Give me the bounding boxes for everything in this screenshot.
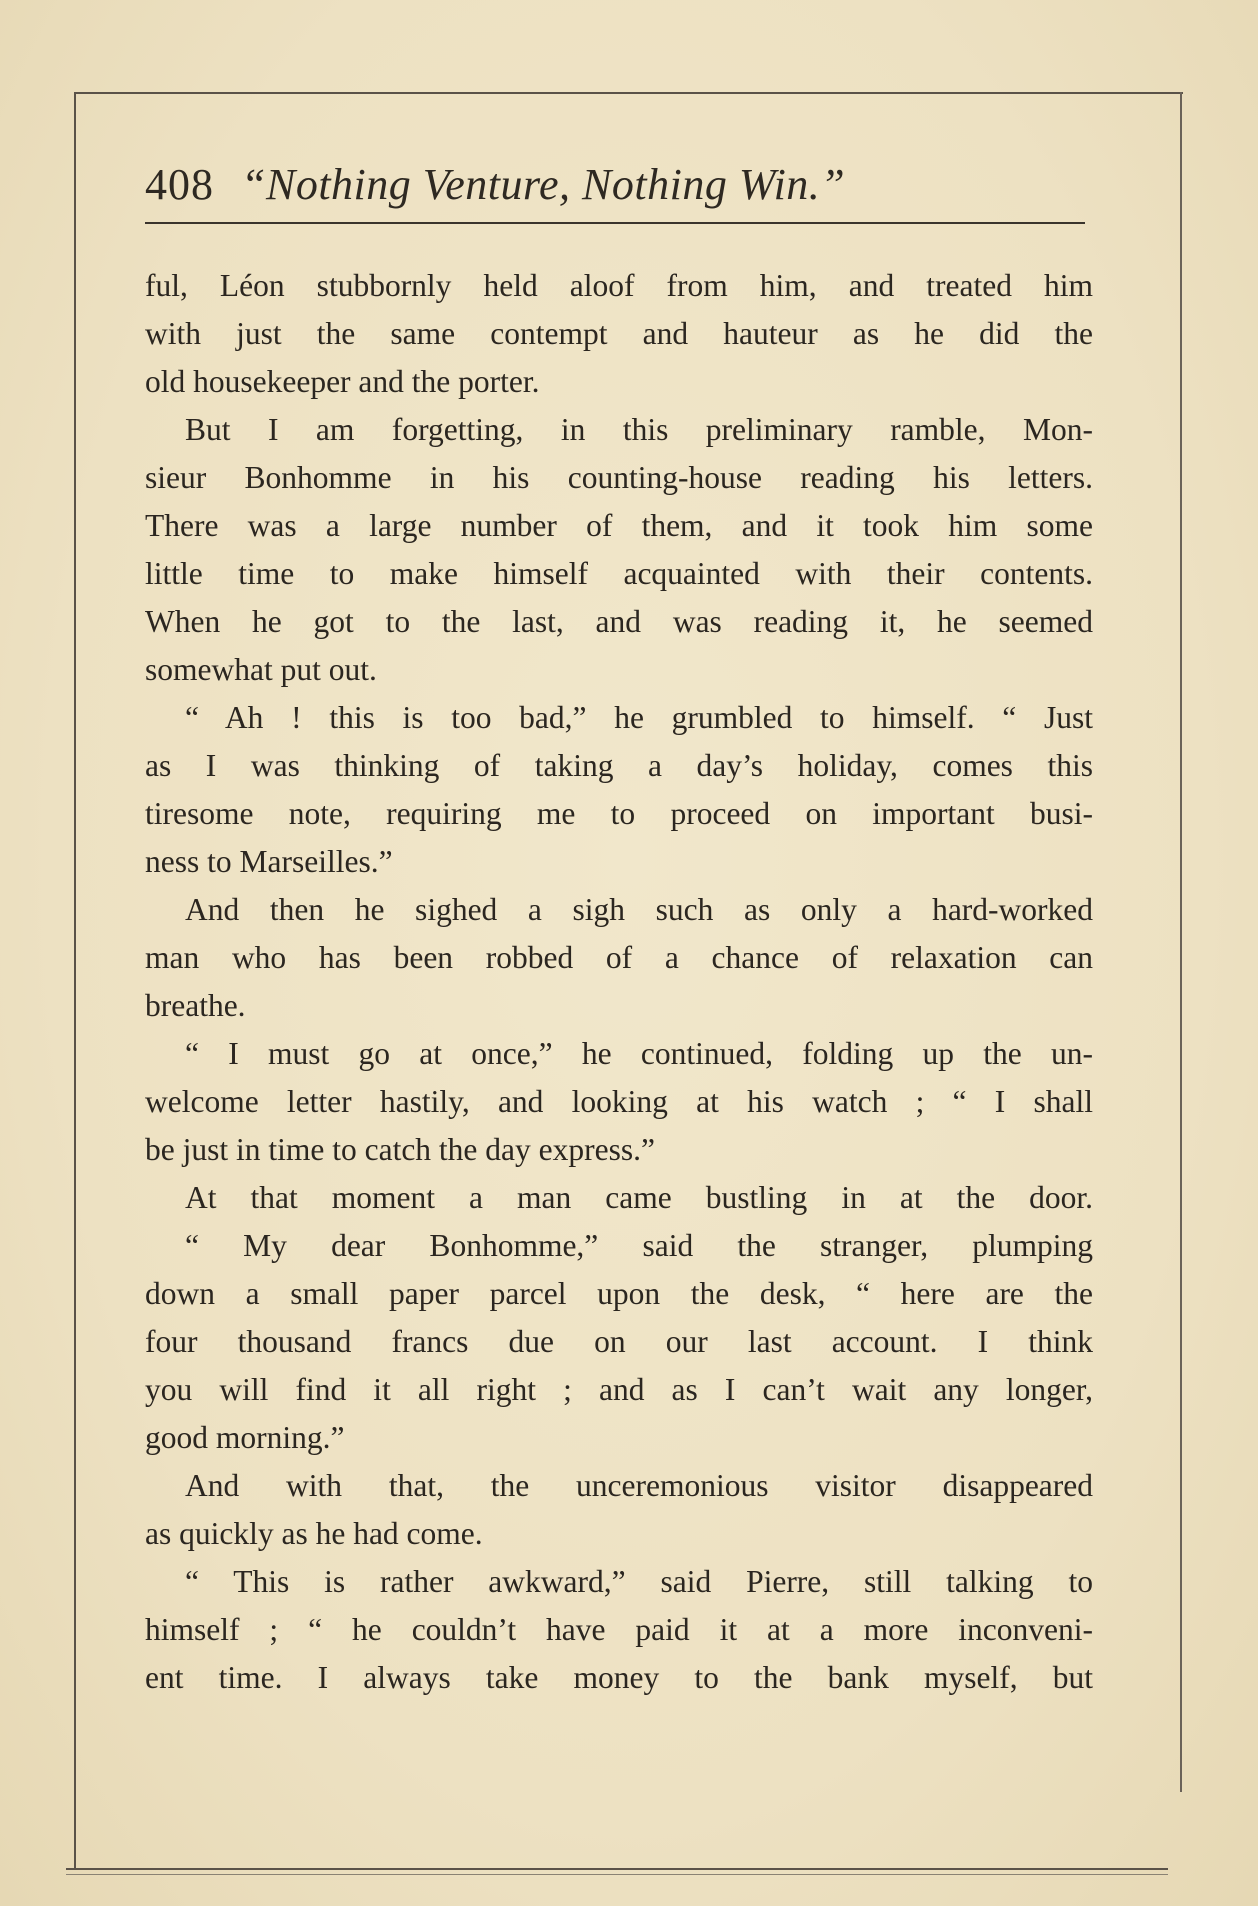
text-line: himself ; “ he couldn’t have paid it at a more inconveni- [145,1612,1093,1647]
text-line: somewhat put out. [145,652,377,687]
text-line: little time to make himself acquainted with their contents. [145,556,1093,591]
frame-top-border-extension [1128,92,1183,94]
text-line: When he got to the last, and was reading it, he seemed [145,604,1093,639]
frame-top-border [75,92,1183,94]
text-line: be just in time to catch the day express.” [145,1132,655,1167]
text-line: There was a large number of them, and it took him some [145,508,1093,543]
text-line: sieur Bonhomme in his counting-house reading his letters. [145,460,1093,495]
text-line: down a small paper parcel upon the desk, “ here are the [145,1276,1093,1311]
text-line: At that moment a man came bustling in at the door. [185,1180,1093,1215]
text-line: “ Ah ! this is too bad,” he grumbled to himself. “ Just [185,700,1093,735]
text-line: with just the same contempt and hauteur as he did the [145,316,1093,351]
text-line: welcome letter hastily, and looking at his watch ; “ I shall [145,1084,1093,1119]
frame-right-border [1180,92,1182,1792]
text-line: And with that, the unceremonious visitor disappeared [185,1468,1093,1503]
page-number: 408 [145,160,214,209]
text-line: you will find it all right ; and as I can’t wait any longer, [145,1372,1093,1407]
frame-bottom-border-inner [66,1874,1168,1875]
text-line: as quickly as he had come. [145,1516,483,1551]
text-line: “ This is rather awkward,” said Pierre, still talking to [185,1564,1093,1599]
running-title: “Nothing Venture, Nothing Win.” [241,160,846,209]
text-line: ness to Marseilles.” [145,844,393,879]
text-line: four thousand francs due on our last account. I think [145,1324,1093,1359]
frame-left-border [74,92,76,1870]
text-line: breathe. [145,988,246,1023]
text-line: as I was thinking of taking a day’s holiday, comes this [145,748,1093,783]
running-header [145,150,1085,220]
text-line: old housekeeper and the porter. [145,364,540,399]
frame-bottom-border [66,1868,1168,1870]
text-line: But I am forgetting, in this preliminary ramble, Mon- [185,412,1093,447]
text-line: ent time. I always take money to the bank myself, but [145,1660,1093,1695]
text-line: “ I must go at once,” he continued, folding up the un- [185,1036,1093,1071]
text-line: tiresome note, requiring me to proceed on important busi- [145,796,1093,831]
text-line: good morning.” [145,1420,345,1455]
text-line: ful, Léon stubbornly held aloof from him, and treated him [145,268,1093,303]
text-line: And then he sighed a sigh such as only a hard-worked [185,892,1093,927]
text-line: man who has been robbed of a chance of relaxation can [145,940,1093,975]
body-text [145,262,1093,1702]
text-line: “ My dear Bonhomme,” said the stranger, plumping [185,1228,1093,1263]
header-rule [145,222,1085,224]
